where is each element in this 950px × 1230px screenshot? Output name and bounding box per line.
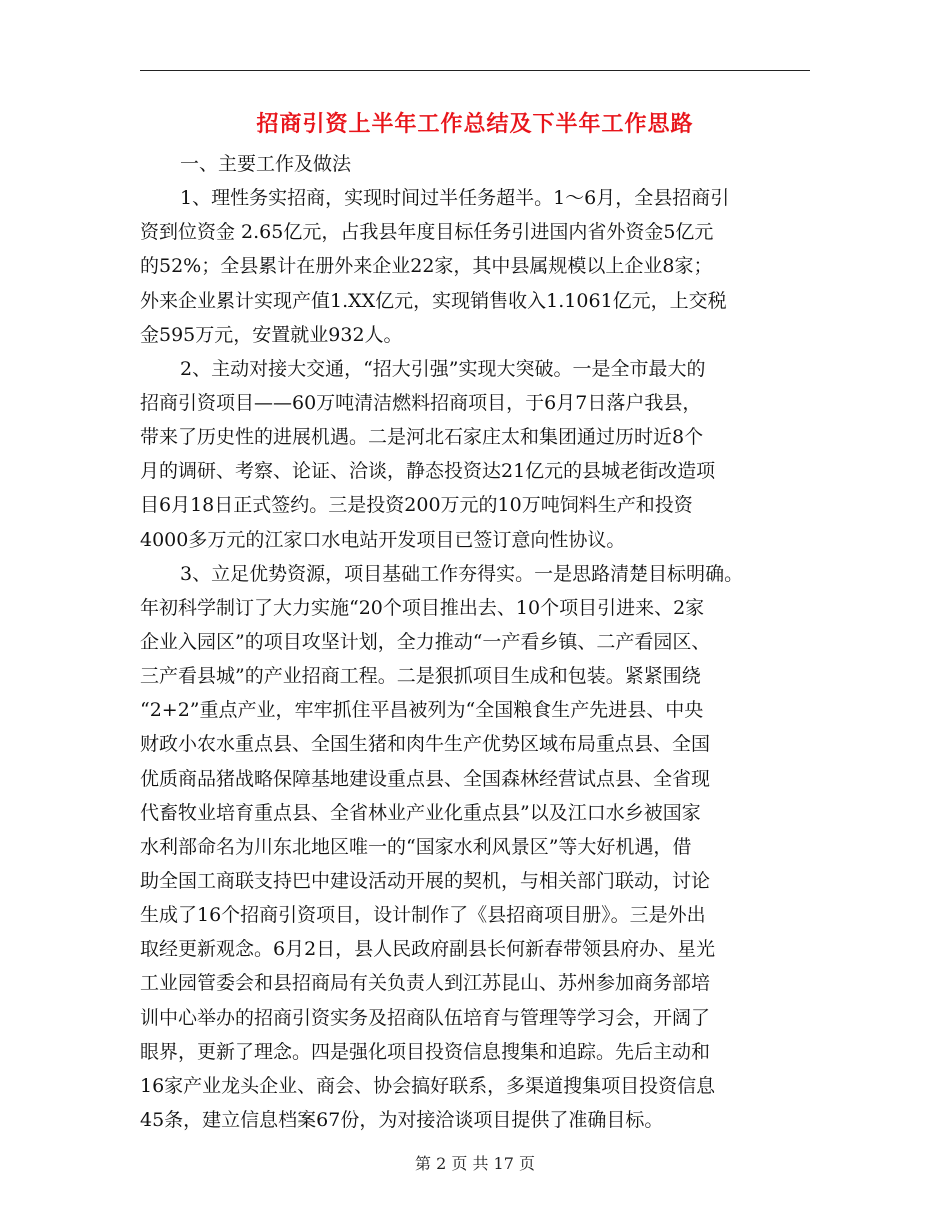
text-line: 三产看县城”的产业招商工程。二是狠抓项目生成和包装。紧紧围绕 — [140, 665, 701, 688]
text-line: 招商引资项目——60万吨清洁燃料招商项目，于6月7日落户我县， — [140, 391, 702, 414]
text-line: 目6月18日正式签约。三是投资200万元的10万吨饲料生产和投资 — [140, 494, 693, 517]
text-line: 月的调研、考察、论证、洽谈，静态投资达21亿元的县城老街改造项 — [140, 460, 716, 483]
text-line: 企业入园区”的项目攻坚计划，全力推动“一产看乡镇、二产看园区、 — [140, 630, 711, 653]
document-title: 招商引资上半年工作总结及下半年工作思路 — [256, 111, 694, 137]
text-line: 外来企业累计实现产值1.XX亿元，实现销售收入1.1061亿元，上交税 — [140, 289, 727, 312]
text-line: “2+2”重点产业，牢牢抓住平昌被列为“全国粮食生产先进县、中央 — [140, 699, 704, 722]
text-line: 2、主动对接大交通，“招大引强”实现大突破。一是全市最大的 — [180, 357, 706, 380]
text-line: 45条，建立信息档案67份，为对接洽谈项目提供了准确目标。 — [140, 1108, 664, 1131]
text-line: 的52%；全县累计在册外来企业22家，其中县属规模以上企业8家； — [140, 255, 713, 278]
text-line: 眼界，更新了理念。四是强化项目投资信息搜集和追踪。先后主动和 — [140, 1040, 711, 1063]
text-line: 训中心举办的招商引资实务及招商队伍培育与管理等学习会，开阔了 — [140, 1006, 711, 1029]
text-line: 工业园管委会和县招商局有关负责人到江苏昆山、苏州参加商务部培 — [140, 972, 711, 995]
text-line: 1、理性务实招商，实现时间过半任务超半。1～6月，全县招商引 — [180, 187, 730, 210]
text-line: 助全国工商联支持巴中建设活动开展的契机，与相关部门联动，讨论 — [140, 869, 711, 892]
text-line: 一、主要工作及做法 — [180, 153, 352, 175]
header-rule — [140, 70, 810, 71]
page-footer: 第 2 页 共 17 页 — [415, 1154, 535, 1173]
text-line: 4000多万元的江家口水电站开发项目已签订意向性协议。 — [140, 528, 626, 551]
text-line: 带来了历史性的进展机遇。二是河北石家庄太和集团通过历时近8个 — [140, 426, 704, 449]
text-line: 生成了16个招商引资项目，设计制作了《县招商项目册》。三是外出 — [140, 904, 706, 927]
text-line: 优质商品猪战略保障基地建设重点县、全国森林经营试点县、全省现 — [140, 767, 711, 790]
text-line: 金595万元，安置就业932人。 — [140, 323, 403, 346]
text-line: 资到位资金 2.65亿元，占我县年度目标任务引进国内省外资金5亿元 — [140, 221, 714, 244]
text-line: 年初科学制订了大力实施“20个项目推出去、10个项目引进来、2家 — [140, 596, 705, 619]
document-body — [140, 147, 810, 1137]
text-line: 16家产业龙头企业、商会、协会搞好联系，多渠道搜集项目投资信息 — [140, 1074, 716, 1097]
text-line: 取经更新观念。6月2日，县人民政府副县长何新春带领县府办、星光 — [140, 938, 716, 961]
text-line: 水利部命名为川东北地区唯一的“国家水利风景区”等大好机遇，借 — [140, 835, 692, 858]
text-line: 代畜牧业培育重点县、全省林业产业化重点县”以及江口水乡被国家 — [140, 801, 701, 824]
text-line: 财政小农水重点县、全国生猪和肉牛生产优势区域布局重点县、全国 — [140, 733, 711, 756]
text-line: 3、立足优势资源，项目基础工作夯得实。一是思路清楚目标明确。 — [180, 562, 744, 585]
